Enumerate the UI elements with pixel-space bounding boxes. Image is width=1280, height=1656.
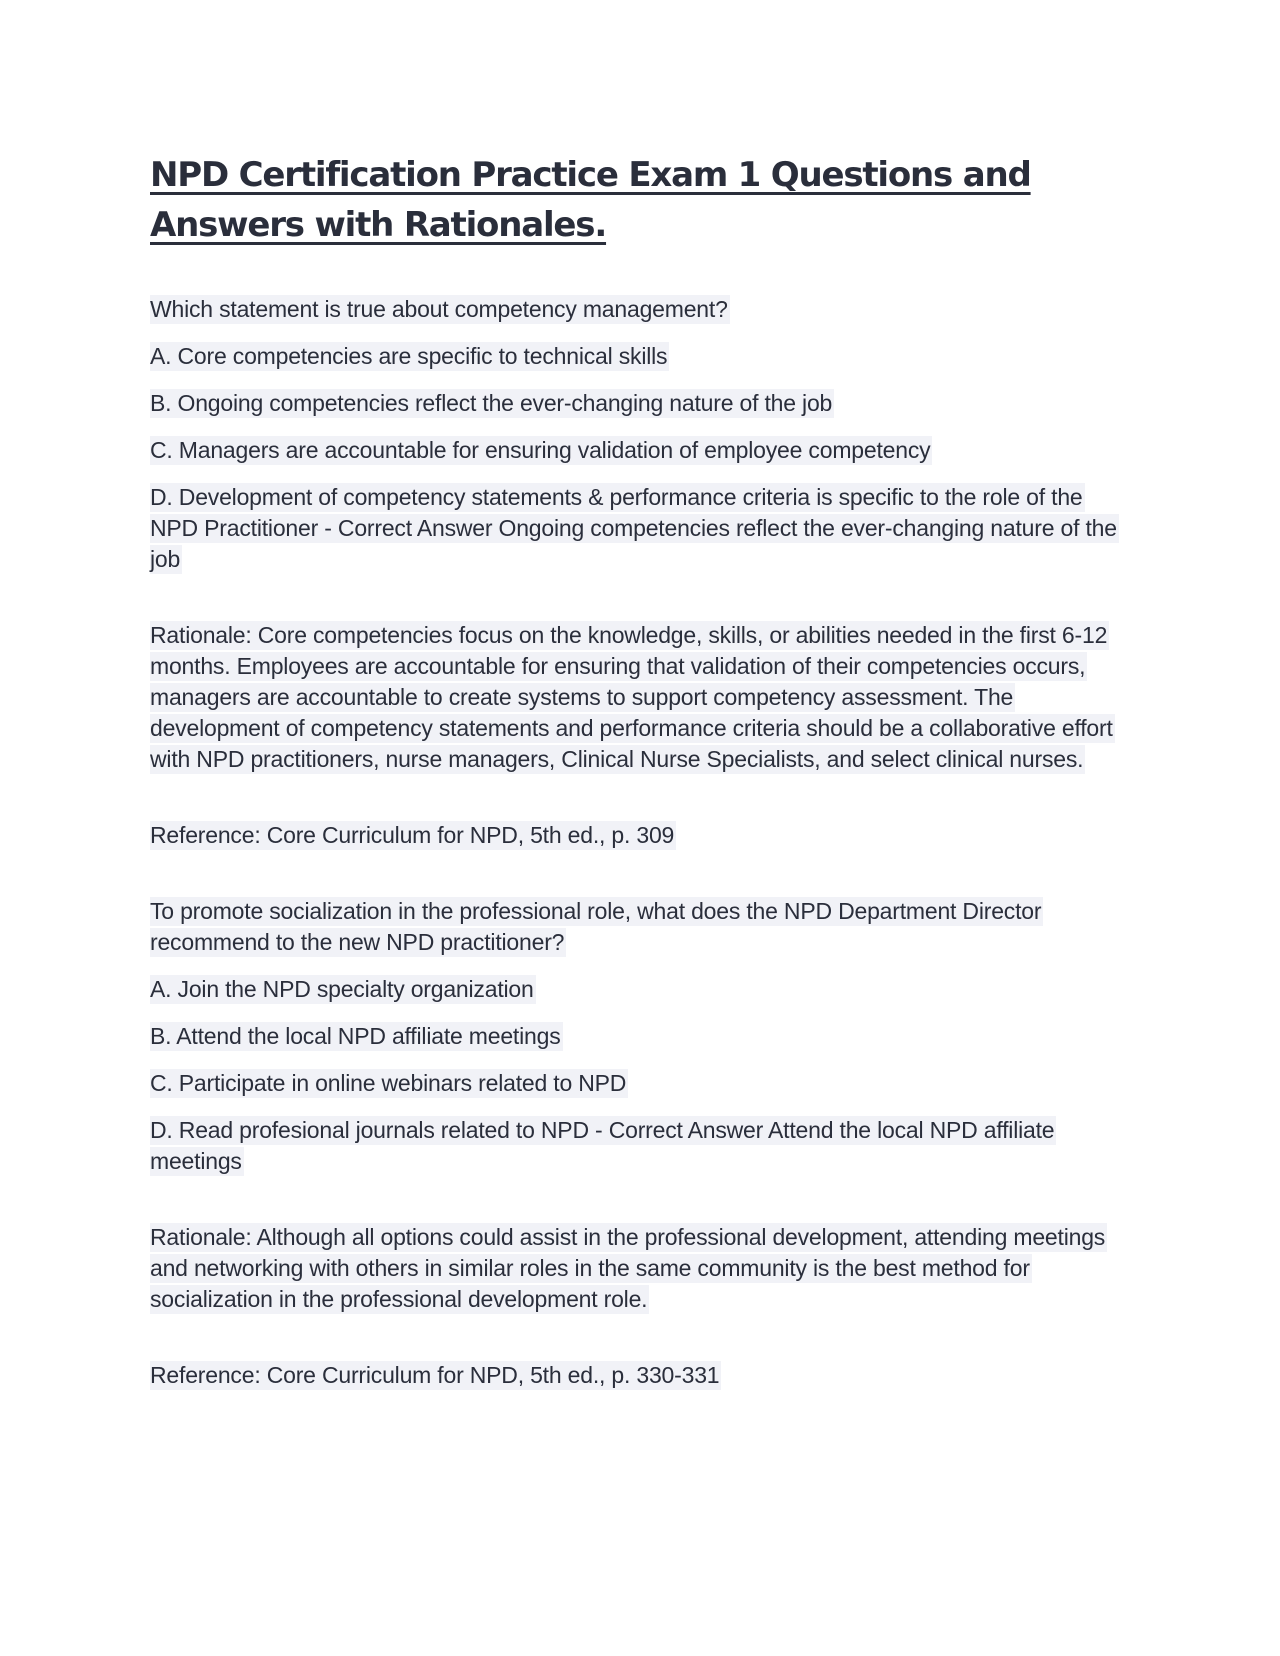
document-title: NPD Certification Practice Exam 1 Questions and Answers with Rationales. [150,155,1031,245]
question-2-text [150,896,1135,958]
question-2-reference: Reference: Core Curriculum for NPD, 5th ed., p. 330-331 [150,1362,720,1388]
question-1-option-b: B. Ongoing competencies reflect the ever-changing nature of the job [150,390,833,416]
question-2-option-a: A. Join the NPD specialty organization [150,976,534,1002]
question-2-option-c: C. Participate in online webinars related to NPD [150,1070,627,1096]
question-1-option-d: D. Development of competency statements & performance criteria is specific to the role of the NPD Practitioner - Correct Answer Ongoing competencies reflect the ever-changing nature of the job [150,484,1117,572]
question-2-rationale: Rationale: Although all options could assist in the professional development, attending meetings and networking with others in similar roles in the same community is the best method for socialization in the professional development role. [150,1224,1106,1312]
question-1-reference: Reference: Core Curriculum for NPD, 5th ed., p. 309 [150,822,675,848]
question-2-stem: To promote socialization in the professional role, what does the NPD Department Director recommend to the new NPD practitioner? [150,898,1042,955]
question-1-option-c: C. Managers are accountable for ensuring validation of employee competency [150,437,931,463]
document-page [150,150,1135,1391]
question-2-option-b: B. Attend the local NPD affiliate meetings [150,1023,561,1049]
question-1-rationale: Rationale: Core competencies focus on the knowledge, skills, or abilities needed in the first 6-12 months. Employees are accountable for ensuring that validation of their competencies occurs, managers are accountable to create systems to support competency assessment. The development of competency statements and performance criteria should be a collaborative effort with NPD practitioners, nurse managers, Clinical Nurse Specialists, and select clinical nurses. [150,622,1113,772]
question-2-option-d: D. Read profesional journals related to NPD - Correct Answer Attend the local NPD affiliate meetings [150,1117,1055,1174]
question-1-stem: Which statement is true about competency management? [150,296,728,322]
question-1-text [150,294,1135,325]
question-1-option-a: A. Core competencies are specific to technical skills [150,343,668,369]
